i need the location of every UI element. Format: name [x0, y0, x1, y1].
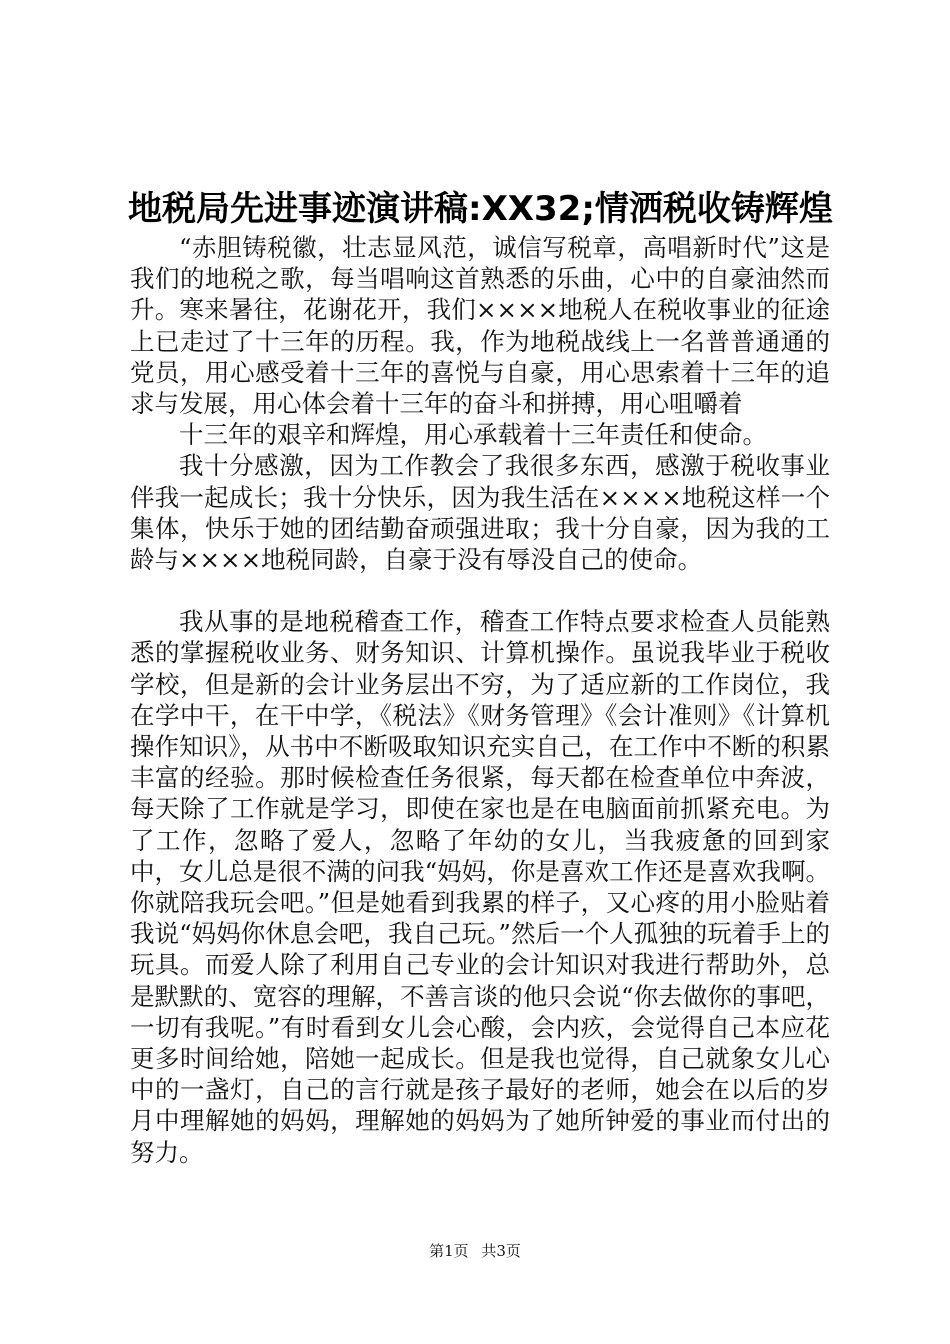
page-total: 共3页 [481, 1242, 521, 1260]
document-body [130, 232, 830, 1168]
paragraph-spacer [130, 575, 830, 606]
page-footer [0, 1241, 950, 1261]
paragraph-gratitude: 我十分感激，因为工作教会了我很多东西，感激于税收事业伴我一起成长；我十分快乐，因为我生活在××××地税这样一个集体，快乐于她的团结勤奋顽强进取；我十分自豪，因为我的工龄与××××地税同龄，自豪于没有辱没自己的使命。 [130, 451, 830, 575]
page-number: 第1页 [429, 1242, 469, 1260]
paragraph-continuation: 十三年的艰辛和辉煌，用心承载着十三年责任和使命。 [179, 420, 767, 450]
paragraph-work: 我从事的是地税稽查工作，稽查工作特点要求检查人员能熟悉的掌握税收业务、财务知识、计算机操作。虽说我毕业于税收学校，但是新的会计业务层出不穷，为了适应新的工作岗位，我在学中干，在干中学，《税法》《财务管理》《会计准则》《计算机操作知识》，从书中不断吸取知识充实自己，在工作中不断的积累丰富的经验。那时候检查任务很紧，每天都在检查单位中奔波，每天除了工作就是学习，即使在家也是在电脑面前抓紧充电。为了工作，忽略了爱人，忽略了年幼的女儿，当我疲惫的回到家中，女儿总是很不满的问我“妈妈，你是喜欢工作还是喜欢我啊。你就陪我玩会吧。”但是她看到我累的样子，又心疼的用小脸贴着我说“妈妈你休息会吧，我自己玩。”然后一个人孤独的玩着手上的玩具。而爱人除了利用自己专业的会计知识对我进行帮助外，总是默默的、宽容的理解，不善言谈的他只会说“你去做你的事吧，一切有我呢。”有时看到女儿会心酸，会内疚，会觉得自己本应花更多时间给她，陪她一起成长。但是我也觉得，自己就象女儿心中的一盏灯，自己的言行就是孩子最好的老师，她会在以后的岁月中理解她的妈妈，理解她的妈妈为了她所钟爱的事业而付出的努力。 [130, 607, 830, 1167]
document-title: 地税局先进事迹演讲稿:XX32;情洒税收铸辉煌 [128, 189, 833, 229]
paragraph-intro: “赤胆铸税徽，壮志显风范，诚信写税章，高唱新时代”这是我们的地税之歌，每当唱响这首熟悉的乐曲，心中的自豪油然而升。寒来暑往，花谢花开，我们××××地税人在税收事业的征途上已走过了十三年的历程。我，作为地税战线上一名普普通通的党员，用心感受着十三年的喜悦与自豪，用心思索着十三年的追求与发展，用心体会着十三年的奋斗和拼搏，用心咀嚼着 [130, 233, 830, 419]
